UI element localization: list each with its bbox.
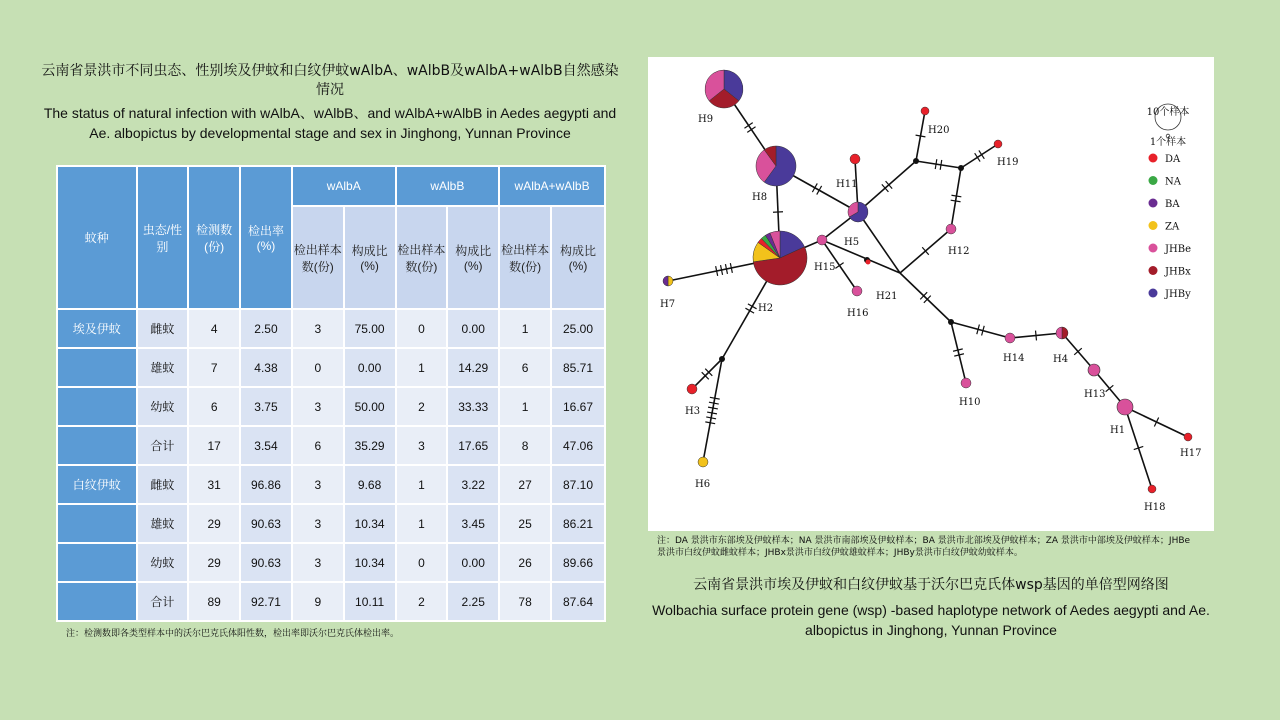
cell-a-n: 3	[292, 387, 344, 426]
subheader-ratio: 构成比(%)	[551, 206, 605, 309]
cell-a-n: 3	[292, 309, 344, 348]
legend-label-jhbe: JHBe	[1165, 244, 1191, 255]
cell-b-n: 0	[396, 543, 448, 582]
subheader-ratio: 构成比(%)	[447, 206, 499, 309]
cell-species	[57, 582, 137, 621]
cell-ab-p: 25.00	[551, 309, 605, 348]
cell-b-n: 1	[396, 465, 448, 504]
mutation-tick	[812, 183, 817, 192]
cell-ab-n: 6	[499, 348, 551, 387]
haplotype-label-h19: H19	[997, 157, 1019, 168]
haplotype-label-h16: H16	[847, 308, 869, 319]
cell-a-p: 50.00	[344, 387, 396, 426]
haplotype-h3	[687, 384, 697, 394]
haplotype-h4-slice	[1062, 327, 1068, 339]
haplotype-label-h18: H18	[1144, 502, 1166, 513]
cell-tested: 6	[188, 387, 240, 426]
haplotype-label-h11: H11	[836, 179, 858, 190]
cell-ab-p: 16.67	[551, 387, 605, 426]
subheader-count: 检出样本数(份)	[396, 206, 448, 309]
cell-a-n: 6	[292, 426, 344, 465]
cell-b-p: 14.29	[447, 348, 499, 387]
haplotype-h21	[866, 260, 871, 265]
haplotype-h18	[1148, 485, 1156, 493]
mutation-tick	[744, 123, 752, 129]
header-walbb: wAlbB	[396, 166, 500, 206]
legend-size-large-label: 10个样本	[1146, 107, 1190, 118]
mutation-tick	[745, 308, 754, 313]
cell-tested: 7	[188, 348, 240, 387]
legend-swatch-jhbx	[1149, 266, 1158, 275]
cell-a-p: 0.00	[344, 348, 396, 387]
table-title-cn: 云南省景洪市不同虫态、性别埃及伊蚊和白纹伊蚊wAlbA、wAlbB及wAlbA+wAlbB自然感染情况	[41, 63, 619, 98]
haplotype-h7-slice	[668, 276, 673, 286]
cell-a-p: 75.00	[344, 309, 396, 348]
cell-ab-n: 8	[499, 426, 551, 465]
legend-swatch-da	[1149, 154, 1158, 163]
cell-stage: 雌蚊	[137, 309, 189, 348]
cell-a-n: 3	[292, 543, 344, 582]
cell-rate: 3.75	[240, 387, 292, 426]
table-row	[57, 582, 605, 621]
cell-a-p: 9.68	[344, 465, 396, 504]
cell-a-n: 9	[292, 582, 344, 621]
network-edge	[951, 322, 966, 383]
haplotype-network-figure	[648, 57, 1214, 531]
cell-stage: 幼蚊	[137, 387, 189, 426]
median-vector	[913, 158, 919, 164]
figure-caption-en: Wolbachia surface protein gene (wsp) -based haplotype network of Aedes aegypti and Ae. albopictus in Jinghong, Yunnan Province	[652, 602, 1210, 638]
haplotype-label-h13: H13	[1084, 389, 1106, 400]
cell-ab-n: 1	[499, 387, 551, 426]
mutation-tick	[975, 153, 980, 161]
cell-ab-n: 1	[499, 309, 551, 348]
haplotype-label-h3: H3	[685, 406, 701, 417]
table-note: 注：检测数即各类型样本中的沃尔巴克氏体阳性数，检出率即沃尔巴克氏体检出率。	[66, 629, 400, 639]
haplotype-label-h21: H21	[876, 291, 898, 302]
cell-species: 白纹伊蚊	[57, 465, 137, 504]
cell-b-p: 33.33	[447, 387, 499, 426]
network-edge	[858, 161, 916, 212]
cell-stage: 幼蚊	[137, 543, 189, 582]
cell-ab-p: 47.06	[551, 426, 605, 465]
mutation-tick	[817, 186, 822, 195]
cell-b-p: 0.00	[447, 309, 499, 348]
cell-ab-p: 89.66	[551, 543, 605, 582]
cell-b-n: 1	[396, 348, 448, 387]
mutation-tick	[747, 127, 755, 133]
mutation-tick	[951, 200, 961, 202]
haplotype-label-h6: H6	[695, 479, 711, 490]
haplotype-label-h4: H4	[1053, 354, 1069, 365]
haplotype-h7-slice	[663, 276, 668, 286]
table-row	[57, 387, 605, 426]
cell-b-p: 17.65	[447, 426, 499, 465]
cell-b-p: 0.00	[447, 543, 499, 582]
cell-species	[57, 387, 137, 426]
median-vector	[719, 356, 725, 362]
cell-ab-p: 87.64	[551, 582, 605, 621]
cell-rate: 90.63	[240, 504, 292, 543]
network-edge	[951, 322, 1010, 338]
figure-footnote: 注：DA 景洪市东部埃及伊蚊样本；NA 景洪市南部埃及伊蚊样本；BA 景洪市北部埃及伊蚊样本；ZA 景洪市中部埃及伊蚊样本；JHBe景洪市白纹伊蚊雌蚊样本；JHBx景洪市白纹伊蚊雄蚊样本；JHBy景洪市白纹伊蚊幼蚊样本。	[657, 536, 1191, 558]
cell-rate: 3.54	[240, 426, 292, 465]
cell-a-p: 10.34	[344, 504, 396, 543]
cell-a-p: 35.29	[344, 426, 396, 465]
table-title-en: The status of natural infection with wAlbA、wAlbB、and wAlbA+wAlbB in Aedes aegypti and Ae. albopictus by developmental stage and sex in Jinghong, Yunnan Province	[43, 105, 617, 141]
cell-b-p: 2.25	[447, 582, 499, 621]
mutation-tick	[1036, 331, 1037, 341]
cell-species: 埃及伊蚊	[57, 309, 137, 348]
haplotype-h20	[921, 107, 929, 115]
cell-stage: 合计	[137, 426, 189, 465]
cell-stage: 雌蚊	[137, 465, 189, 504]
cell-rate: 92.71	[240, 582, 292, 621]
subheader-count: 检出样本数(份)	[499, 206, 551, 309]
table-row	[57, 504, 605, 543]
cell-ab-n: 27	[499, 465, 551, 504]
cell-a-n: 3	[292, 465, 344, 504]
haplotype-h6	[698, 457, 708, 467]
mutation-tick	[951, 195, 961, 197]
cell-rate: 96.86	[240, 465, 292, 504]
cell-rate: 2.50	[240, 309, 292, 348]
cell-tested: 29	[188, 504, 240, 543]
header-walba-walbb: wAlbA+wAlbB	[499, 166, 605, 206]
cell-tested: 4	[188, 309, 240, 348]
header-species: 蚊种	[57, 166, 137, 309]
median-vector	[948, 319, 954, 325]
cell-ab-p: 85.71	[551, 348, 605, 387]
haplotype-h4-slice	[1056, 327, 1062, 339]
header-stage: 虫态/性别	[137, 166, 189, 309]
cell-species	[57, 348, 137, 387]
cell-b-n: 2	[396, 387, 448, 426]
cell-species	[57, 543, 137, 582]
haplotype-h12	[946, 224, 956, 234]
legend-swatch-ba	[1149, 199, 1158, 208]
network-edge	[916, 161, 961, 168]
cell-a-n: 0	[292, 348, 344, 387]
haplotype-h19	[994, 140, 1002, 148]
mutation-tick	[748, 304, 757, 309]
cell-species	[57, 426, 137, 465]
cell-tested: 31	[188, 465, 240, 504]
header-tested: 检测数(份)	[188, 166, 240, 309]
cell-ab-n: 26	[499, 543, 551, 582]
network-edge	[961, 144, 998, 168]
mutation-tick	[835, 263, 843, 269]
haplotype-h15	[817, 235, 827, 245]
cell-ab-n: 78	[499, 582, 551, 621]
legend-swatch-jhby	[1149, 289, 1158, 298]
header-walba: wAlbA	[292, 166, 396, 206]
legend-swatch-za	[1149, 221, 1158, 230]
haplotype-label-h17: H17	[1180, 448, 1202, 459]
legend-label-da: DA	[1165, 154, 1181, 165]
haplotype-h14	[1005, 333, 1015, 343]
cell-b-n: 3	[396, 426, 448, 465]
header-rate: 检出率(%)	[240, 166, 292, 309]
cell-b-p: 3.22	[447, 465, 499, 504]
network-edge	[900, 273, 951, 322]
legend-label-jhbx: JHBx	[1165, 266, 1191, 278]
haplotype-h16	[852, 286, 862, 296]
cell-tested: 17	[188, 426, 240, 465]
legend-label-jhby: JHBy	[1165, 289, 1191, 300]
network-edge	[951, 168, 961, 229]
haplotype-h11	[850, 154, 860, 164]
table-row	[57, 465, 605, 504]
table-row	[57, 426, 605, 465]
mutation-tick	[935, 159, 937, 169]
cell-ab-n: 25	[499, 504, 551, 543]
cell-stage: 雄蚊	[137, 504, 189, 543]
haplotype-label-h2: H2	[758, 303, 774, 314]
figure-caption-cn: 云南省景洪市埃及伊蚊和白纹伊蚊基于沃尔巴克氏体wsp基因的单倍型网络图	[693, 577, 1169, 593]
haplotype-h1-slice	[1117, 399, 1133, 415]
legend-label-na: NA	[1165, 176, 1181, 188]
cell-b-p: 3.45	[447, 504, 499, 543]
cell-ab-p: 86.21	[551, 504, 605, 543]
cell-tested: 89	[188, 582, 240, 621]
haplotype-label-h8: H8	[752, 192, 768, 203]
table-title	[40, 62, 620, 143]
haplotype-label-h9: H9	[698, 114, 714, 125]
cell-b-n: 1	[396, 504, 448, 543]
table-row	[57, 309, 605, 348]
median-vector	[958, 165, 964, 171]
cell-ab-p: 87.10	[551, 465, 605, 504]
haplotype-network	[648, 57, 1214, 531]
legend-swatch-jhbe	[1149, 244, 1158, 253]
infection-table	[56, 165, 606, 622]
legend-size-small-label: 1个样本	[1149, 137, 1187, 148]
cell-rate: 90.63	[240, 543, 292, 582]
cell-a-p: 10.34	[344, 543, 396, 582]
cell-a-n: 3	[292, 504, 344, 543]
haplotype-h17	[1184, 433, 1192, 441]
table-row	[57, 543, 605, 582]
haplotype-label-h7: H7	[660, 299, 676, 310]
legend-label-za: ZA	[1165, 221, 1180, 233]
haplotype-h10	[961, 378, 971, 388]
haplotype-h13-slice	[1088, 364, 1100, 376]
haplotype-label-h12: H12	[948, 246, 970, 257]
haplotype-label-h5: H5	[844, 237, 860, 248]
cell-species	[57, 504, 137, 543]
mutation-tick	[979, 150, 984, 158]
cell-b-n: 2	[396, 582, 448, 621]
haplotype-label-h1: H1	[1110, 425, 1126, 436]
subheader-ratio: 构成比(%)	[344, 206, 396, 309]
haplotype-label-h10: H10	[959, 397, 981, 408]
legend-label-ba: BA	[1165, 199, 1180, 210]
haplotype-label-h15: H15	[814, 262, 836, 273]
cell-stage: 合计	[137, 582, 189, 621]
cell-rate: 4.38	[240, 348, 292, 387]
haplotype-label-h20: H20	[928, 125, 950, 136]
cell-a-p: 10.11	[344, 582, 396, 621]
cell-tested: 29	[188, 543, 240, 582]
legend-swatch-na	[1149, 176, 1158, 185]
subheader-count: 检出样本数(份)	[292, 206, 344, 309]
cell-b-n: 0	[396, 309, 448, 348]
haplotype-label-h14: H14	[1003, 353, 1025, 364]
table-row	[57, 348, 605, 387]
mutation-tick	[940, 160, 942, 170]
cell-stage: 雄蚊	[137, 348, 189, 387]
